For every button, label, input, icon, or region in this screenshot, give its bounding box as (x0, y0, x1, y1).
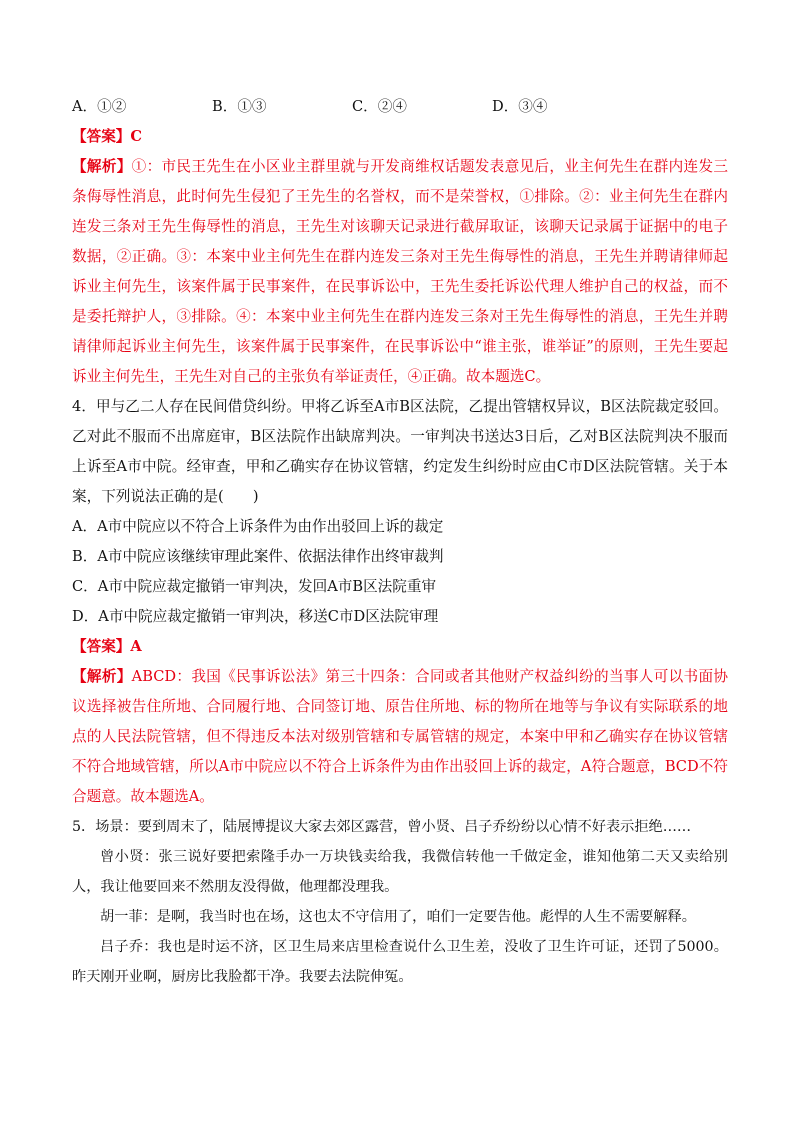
q4-answer (72, 632, 728, 662)
q5-paragraph-3: 吕子乔：我也是时运不济，区卫生局来店里检查说什么卫生差，没收了卫生许可证，还罚了5000。昨天刚开业啊，厨房比我脸都干净。我要去法院伸冤。 (72, 939, 728, 985)
q4-answer-value: A (130, 638, 142, 655)
q4-option-a: A．A市中院应以不符合上诉条件为由作出驳回上诉的裁定 (72, 518, 444, 535)
q4-analysis-tag: 【解析】 (72, 668, 132, 685)
q5-paragraph-2: 胡一菲：是啊，我当时也在场，这也太不守信用了，咱们一定要告他。彪悍的人生不需要解释。 (100, 909, 696, 925)
q3-options (72, 92, 728, 122)
q3-option-b: B．①③ (212, 98, 267, 115)
q3-answer (72, 122, 728, 152)
q5-intro: 5．场景：要到周末了，陆展博提议大家去郊区露营，曾小贤、吕子乔纷纷以心情不好表示拒绝…… (72, 819, 692, 835)
q3-option-c: C．②④ (352, 98, 407, 115)
q3-analysis (72, 152, 728, 392)
q4-analysis-text: ABCD：我国《民事诉讼法》第三十四条：合同或者其他财产权益纠纷的当事人可以书面协议选择被告住所地、合同履行地、合同签订地、原告住所地、标的物所在地等与争议有实际联系的地点的人民法院管辖，但不得违反本法对级别管辖和专属管辖的规定，本案中甲和乙确实存在协议管辖不符合地域管辖，所以A市中院应以不符合上诉条件为由作出驳回上诉的裁定，A符合题意，BCD不符合题意。故本题选A。 (72, 668, 728, 805)
q4-option-c: C．A市中院应裁定撤销一审判决，发回A市B区法院重审 (72, 578, 437, 595)
q5-paragraph-1: 曾小贤：张三说好要把索隆手办一万块钱卖给我，我微信转他一千做定金，谁知他第二天又卖给别人，我让他要回来不然朋友没得做，他理都没理我。 (72, 849, 728, 895)
q3-analysis-text: ①：市民王先生在小区业主群里就与开发商维权话题发表意见后，业主何先生在群内连发三条侮辱性消息，此时何先生侵犯了王先生的名誉权，而不是荣誉权，①排除。②：业主何先生在群内连发三条对王先生侮辱性的消息，王先生对该聊天记录进行截屏取证，该聊天记录属于证据中的电子数据，②正确。③：本案中业主何先生在群内连发三条对王先生侮辱性的消息，王先生并聘请律师起诉业主何先生，该案件属于民事案件，在民事诉讼中，王先生委托诉讼代理人维护自己的权益，而不是委托辩护人，③排除。④：本案中业主何先生在群内连发三条对王先生侮辱性的消息，王先生并聘请律师起诉业主何先生，该案件属于民事案件，在民事诉讼中“谁主张，谁举证”的原则，王先生要起诉业主何先生，王先生对自己的主张负有举证责任，④正确。故本题选C。 (72, 158, 728, 385)
q4-analysis (72, 662, 728, 812)
q4-answer-tag: 【答案】 (72, 638, 131, 655)
q3-option-a: A．①② (72, 98, 127, 115)
q4-option-b: B．A市中院应该继续审理此案件、依据法律作出终审裁判 (72, 548, 444, 565)
q3-answer-tag: 【答案】 (72, 128, 131, 145)
q3-analysis-tag: 【解析】 (72, 158, 132, 175)
q3-option-d: D．③④ (492, 98, 548, 115)
q3-answer-value: C (130, 128, 143, 145)
q4-stem: 4．甲与乙二人存在民间借贷纠纷。甲将乙诉至A市B区法院，乙提出管辖权异议，B区法院裁定驳回。乙对此不服而不出席庭审，B区法院作出缺席判决。一审判决书送达3日后，乙对B区法院判决不服而上诉至A市中院。经审查，甲和乙确实存在协议管辖，约定发生纠纷时应由C市D区法院管辖。关于本案，下列说法正确的是( ) (72, 398, 728, 505)
document-page (72, 92, 728, 992)
q4-option-d: D．A市中院应裁定撤销一审判决，移送C市D区法院审理 (72, 608, 439, 625)
